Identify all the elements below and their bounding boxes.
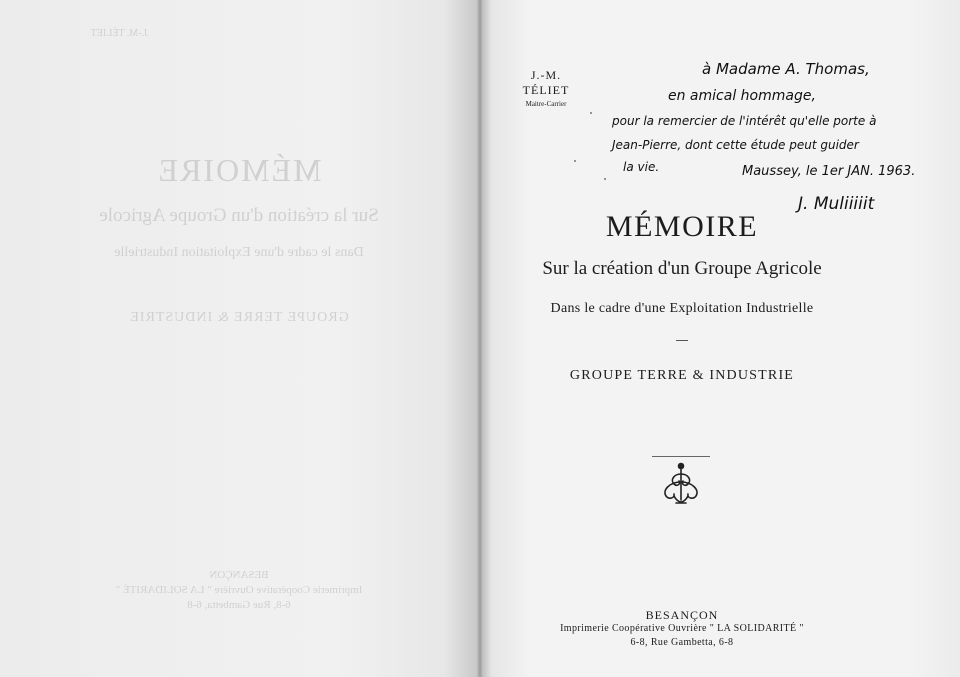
- ghost-header: J.-M. TÉLIET: [90, 28, 148, 39]
- paper-speck: [590, 112, 592, 114]
- inscription-line-6: Maussey, le 1er JAN. 1963.: [742, 164, 916, 179]
- left-page: [0, 0, 478, 677]
- ghost-group: GROUPE TERRE & INDUSTRIE: [129, 310, 349, 325]
- author-name: J.-M. TÉLIET: [522, 68, 570, 97]
- separator-dash: [676, 340, 688, 341]
- ghost-city: BESANÇON: [209, 569, 269, 581]
- inscription-line-4: Jean-Pierre, dont cette étude peut guider: [612, 138, 859, 152]
- ornament-rule: [652, 456, 710, 457]
- ghost-title: MÉMOIRE: [156, 152, 322, 188]
- ghost-address: 6-8, Rue Gambetta, 6-8: [187, 599, 291, 611]
- ghost-subtitle-2: Dans le cadre d'une Exploitation Industrielle: [114, 245, 364, 260]
- show-through-text: [0, 0, 478, 677]
- paper-speck: [604, 178, 606, 180]
- page-title: MÉMOIRE: [605, 210, 759, 243]
- inscription-line-5: la vie.: [623, 160, 660, 174]
- subtitle: Sur la création d'un Groupe Agricole: [542, 258, 822, 279]
- imprint-city: BESANÇON: [645, 608, 719, 622]
- inscription-signature: J. Muliiiiit: [798, 194, 875, 214]
- ghost-subtitle: Sur la création d'un Groupe Agricole: [99, 205, 379, 226]
- group-name: GROUPE TERRE & INDUSTRIE: [569, 368, 795, 383]
- fleuron-ornament-icon: [656, 460, 706, 506]
- paper-speck: [574, 160, 576, 162]
- author-block: [506, 68, 586, 108]
- ghost-printer: Imprimerie Coopérative Ouvrière " LA SOLIDARITÉ ": [115, 584, 363, 596]
- imprint-address: 6-8, Rue Gambetta, 6-8: [630, 637, 734, 648]
- ghost-imprint: [0, 568, 478, 613]
- inscription-line-3: pour la remercier de l'intérêt qu'elle porte à: [612, 114, 877, 128]
- inscription-line-1: à Madame A. Thomas,: [702, 60, 870, 78]
- inscription-line-2: en amical hommage,: [668, 88, 816, 104]
- subtitle-secondary: Dans le cadre d'une Exploitation Industrielle: [550, 301, 814, 316]
- imprint-printer: Imprimerie Coopérative Ouvrière " LA SOLIDARITÉ ": [560, 623, 804, 634]
- author-role: Maitre-Carrier: [525, 100, 567, 108]
